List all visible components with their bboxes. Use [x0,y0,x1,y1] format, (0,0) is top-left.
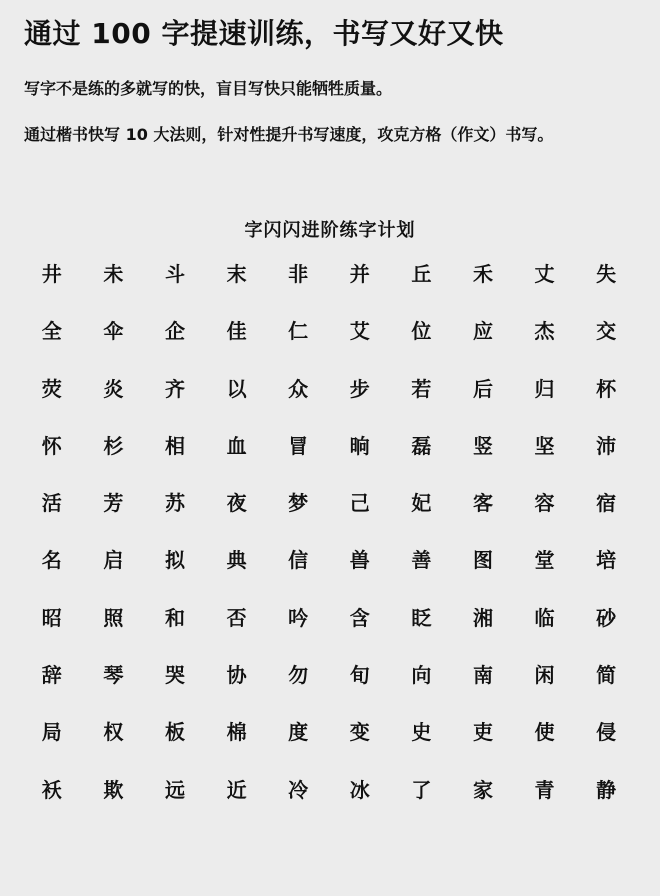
practice-character: 使 [534,720,555,745]
practice-character: 芳 [103,491,124,516]
intro-line-1: 写字不是练的多就写的快，盲目写快只能牺牲质量。 [24,79,393,98]
practice-character: 血 [226,433,247,458]
practice-character: 启 [103,548,124,573]
practice-character: 旬 [349,663,370,688]
practice-character: 活 [41,491,62,516]
practice-character: 照 [103,605,124,630]
practice-character: 若 [411,376,432,401]
practice-character: 妃 [411,491,432,516]
practice-character: 末 [226,262,247,286]
practice-character: 吟 [288,605,309,630]
practice-character: 兽 [349,548,370,573]
practice-character: 未 [103,262,124,286]
practice-character: 应 [472,319,493,344]
practice-character: 斗 [164,262,185,286]
practice-character: 砂 [596,605,617,630]
practice-character: 宿 [596,491,617,516]
practice-character: 简 [596,663,617,688]
practice-character: 夜 [226,491,247,516]
practice-character: 度 [288,720,309,745]
practice-character: 竖 [472,433,493,458]
practice-character: 南 [472,663,493,688]
practice-character: 静 [596,777,617,802]
practice-character: 梦 [288,491,309,516]
practice-character: 坚 [534,433,555,458]
practice-character: 企 [164,319,185,344]
practice-character: 苏 [164,491,185,516]
practice-character: 局 [41,720,62,745]
practice-character: 培 [596,548,617,573]
practice-character: 归 [534,376,555,401]
practice-character: 青 [534,777,555,802]
practice-character: 以 [226,376,247,401]
practice-character: 近 [226,777,247,802]
practice-character: 交 [596,319,617,344]
practice-character: 袄 [41,777,62,802]
practice-character: 冰 [349,777,370,802]
practice-character: 杰 [534,319,555,344]
practice-character: 闲 [534,663,555,688]
practice-character: 全 [41,319,62,344]
practice-character: 怀 [41,433,62,458]
practice-character: 信 [288,548,309,573]
practice-character: 辞 [41,663,62,688]
practice-character: 吏 [472,720,493,745]
practice-character: 杉 [103,433,124,458]
practice-character: 众 [288,376,309,401]
practice-character: 协 [226,663,247,688]
practice-character: 权 [103,720,124,745]
practice-character: 善 [411,548,432,573]
practice-character: 图 [472,548,493,573]
intro-line-2: 通过楷书快写 10 大法则，针对性提升书写速度，攻克方格（作文）书写。 [24,125,554,144]
plan-title: 字闪闪进阶练字计划 [244,220,416,241]
page-title: 通过 100 字提速训练，书写又好又快 [24,17,504,50]
practice-character: 禾 [472,262,493,286]
practice-character: 并 [349,262,370,286]
practice-character: 和 [164,605,185,630]
practice-character: 失 [596,262,617,286]
practice-character: 步 [349,376,370,401]
practice-character: 非 [288,262,309,286]
practice-character: 井 [41,262,62,286]
practice-character: 眨 [411,605,432,630]
practice-character: 变 [349,720,370,745]
practice-character: 琴 [103,663,124,688]
practice-character: 否 [226,605,247,630]
practice-character: 板 [164,720,185,745]
practice-character: 沛 [596,433,617,458]
practice-character: 杯 [596,376,617,401]
practice-character: 临 [534,605,555,630]
practice-character: 晌 [349,433,370,458]
practice-character: 勿 [288,663,309,688]
practice-character: 佳 [226,319,247,344]
practice-character: 磊 [411,433,432,458]
practice-character: 后 [472,376,493,401]
practice-character: 容 [534,491,555,516]
practice-character: 位 [411,319,432,344]
practice-character: 昭 [41,605,62,630]
practice-character: 棉 [226,720,247,745]
practice-character: 丈 [534,262,555,286]
practice-character: 欺 [103,777,124,802]
practice-character: 冷 [288,777,309,802]
practice-character: 丘 [411,262,432,286]
practice-character: 相 [164,433,185,458]
practice-character: 仁 [288,319,309,344]
practice-character: 向 [411,663,432,688]
practice-character: 冒 [288,433,309,458]
practice-character: 己 [349,491,370,516]
practice-character: 湘 [472,605,493,630]
practice-character: 炎 [103,376,124,401]
practice-character: 侵 [596,720,617,745]
practice-character: 含 [349,605,370,630]
practice-character: 了 [411,777,432,802]
practice-character: 荧 [41,376,62,401]
practice-character: 堂 [534,548,555,573]
practice-character: 家 [472,777,493,802]
practice-character: 名 [41,548,62,573]
practice-character: 典 [226,548,247,573]
practice-character: 史 [411,720,432,745]
practice-character: 客 [472,491,493,516]
practice-character: 伞 [103,319,124,344]
practice-character: 哭 [164,663,185,688]
character-grid [21,262,637,835]
practice-character: 远 [164,777,185,802]
practice-character: 齐 [164,376,185,401]
practice-character: 拟 [164,548,185,573]
practice-character: 艾 [349,319,370,344]
